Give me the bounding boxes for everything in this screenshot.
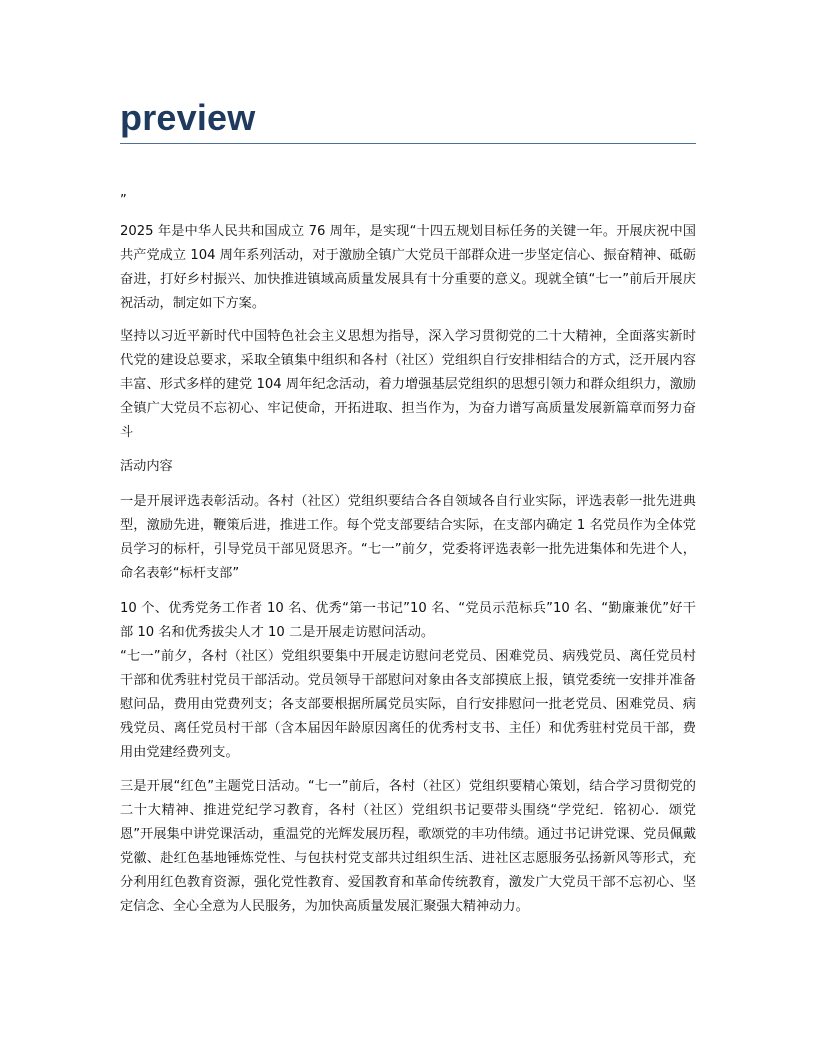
paragraph-party-day: 三是开展“红色”主题党日活动。“七一”前后，各村（社区）党组织要精心策划，结合学习贯彻党的二十大精神、推进党纪学习教育，各村（社区）党组织书记要带头围绕“学党纪．铭初心．颂党恩”开展集中讲党课活动，重温党的光辉发展历程，歌颂党的丰功伟绩。通过书记讲党课、党员佩戴党徽、赴红色基地锤炼党性、与包扶村党支部共过组织生活、进社区志愿服务弘扬新风等形式，充分利用红色教育资源，强化党性教育、爱国教育和革命传统教育，激发广大党员干部不忘初心、坚定信念、全心全意为人民服务，为加快高质量发展汇聚强大精神动力。 — [120, 779, 696, 914]
section-heading-activities: 活动内容 — [120, 459, 173, 474]
document-page — [120, 96, 696, 919]
paragraph-awards-list: 10 个、优秀党务工作者 10 名、优秀“第一书记”10 名、“党员示范标兵”10 名、“勤廉兼优”好干部 10 名和优秀拔尖人才 10 二是开展走访慰问活动。 — [120, 601, 696, 640]
paragraph-intro: 2025 年是中华人民共和国成立 76 周年，是实现“十四五规划目标任务的关键一年。开展庆祝中国共产党成立 104 周年系列活动，对于激励全镇广大党员干部群众进一步坚定信心、振奋精神、砥砺奋进，打好乡村振兴、加快推进镇域高质量发展具有十分重要的意义。现就全镇“七一”前后开展庆祝活动，制定如下方案。 — [120, 224, 696, 311]
document-title: preview — [120, 97, 256, 138]
title-divider — [120, 143, 696, 144]
paragraph-commendation: 一是开展评选表彰活动。各村（社区）党组织要结合各自领域各自行业实际，评选表彰一批先进典型，激励先进，鞭策后进，推进工作。每个党支部要结合实际，在支部内确定 1 名党员作为全体党员学习的标杆，引导党员干部见贤思齐。“七一”前夕，党委将评选表彰一批先进集体和先进个人，命名表彰“标杆支部” — [120, 494, 696, 581]
paragraph-guiding-thought: 坚持以习近平新时代中国特色社会主义思想为指导，深入学习贯彻党的二十大精神，全面落实新时代党的建设总要求，采取全镇集中组织和各村（社区）党组织自行安排相结合的方式，泛开展内容丰富、形式多样的建党 104 周年纪念活动，着力增强基层党组织的思想引领力和群众组织力，激励全镇广大党员不忘初心、牢记使命，开拓进取、担当作为，为奋力谱写高质量发展新篇章而努力奋斗 — [120, 329, 696, 440]
quote-mark: ” — [120, 193, 127, 208]
paragraph-visits: “七一”前夕，各村（社区）党组织要集中开展走访慰问老党员、困难党员、病残党员、离任党员村干部和优秀驻村党员干部活动。党员领导干部慰问对象由各支部摸底上报，镇党委统一安排并准备慰问品，费用由党费列支；各支部要根据所属党员实际，自行安排慰问一批老党员、困难党员、病残党员、离任党员村干部（含本届因年龄原因离任的优秀村支书、主任）和优秀驻村党员干部，费用由党建经费列支。 — [120, 649, 696, 760]
